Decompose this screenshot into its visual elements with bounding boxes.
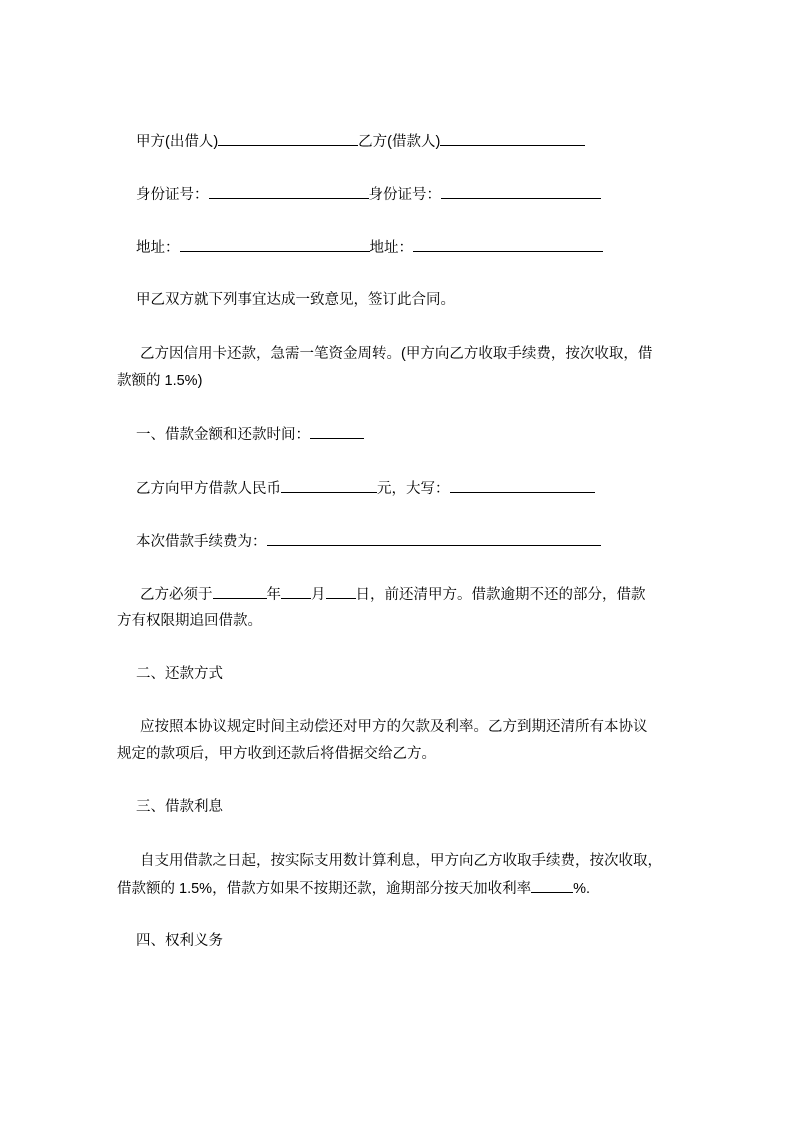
loan-time-blank[interactable] xyxy=(310,425,364,439)
overdue-rate-label: 借款额的 1.5%，借款方如果不按期还款，逾期部分按天加收利率 xyxy=(117,881,532,897)
lender-name-blank[interactable] xyxy=(218,132,358,146)
section-4-heading: 四、权利义务 xyxy=(136,933,223,949)
section-3-line-2 xyxy=(117,879,590,898)
year-label: 年 xyxy=(266,587,281,603)
due-day-blank[interactable] xyxy=(326,585,356,599)
borrower-id-blank[interactable] xyxy=(441,185,601,199)
day-label: 日，前还清甲方。借款逾期不还的部分，借款 xyxy=(355,587,646,603)
percent-sign: %. xyxy=(573,881,590,897)
borrower-address-label: 地址： xyxy=(369,240,413,256)
purpose-line-1: 乙方因信用卡还款，急需一笔资金周转。(甲方向乙方收取手续费，按次收取，借 xyxy=(140,346,653,362)
section-1-heading-text: 一、借款金额和还款时间： xyxy=(136,427,310,443)
loan-amount-row xyxy=(136,479,595,498)
lender-address-label: 地址： xyxy=(136,240,180,256)
purpose-line-2: 款额的 1.5%) xyxy=(117,373,203,389)
lender-label: 甲方(出借人) xyxy=(136,134,219,150)
due-year-blank[interactable] xyxy=(213,585,267,599)
party-names-row xyxy=(136,132,585,151)
due-date-line-2: 方有权限期追回借款。 xyxy=(117,613,262,629)
borrower-id-label: 身份证号： xyxy=(368,187,441,203)
lender-address-blank[interactable] xyxy=(180,238,370,252)
due-month-blank[interactable] xyxy=(281,585,311,599)
section-2-line-2: 规定的款项后，甲方收到还款后将借据交给乙方。 xyxy=(117,746,436,762)
section-2-heading: 二、还款方式 xyxy=(136,666,223,682)
month-label: 月 xyxy=(311,587,326,603)
borrower-name-blank[interactable] xyxy=(440,132,585,146)
fee-blank[interactable] xyxy=(267,532,601,546)
loan-amount-blank[interactable] xyxy=(281,479,377,493)
loan-amount-label: 乙方向甲方借款人民币 xyxy=(136,481,281,497)
address-row xyxy=(136,238,603,257)
section-3-heading: 三、借款利息 xyxy=(136,799,223,815)
lender-id-label: 身份证号： xyxy=(136,187,209,203)
due-date-row xyxy=(140,585,646,604)
section-1-heading xyxy=(136,425,364,444)
section-2-line-1: 应按照本协议规定时间主动偿还对甲方的欠款及利率。乙方到期还清所有本协议 xyxy=(140,719,648,735)
borrower-label: 乙方(借款人) xyxy=(358,134,441,150)
lender-id-blank[interactable] xyxy=(209,185,369,199)
id-number-row xyxy=(136,185,601,204)
section-3-line-1: 自支用借款之日起，按实际支用数计算利息，甲方向乙方收取手续费，按次收取， xyxy=(140,853,662,869)
due-date-label: 乙方必须于 xyxy=(140,587,213,603)
loan-amount-words-label: 元，大写： xyxy=(377,481,450,497)
loan-amount-words-blank[interactable] xyxy=(450,479,595,493)
overdue-rate-blank[interactable] xyxy=(531,879,573,893)
intro-text: 甲乙双方就下列事宜达成一致意见，签订此合同。 xyxy=(136,292,455,308)
borrower-address-blank[interactable] xyxy=(413,238,603,252)
fee-row xyxy=(136,532,601,551)
fee-label: 本次借款手续费为： xyxy=(136,534,267,550)
